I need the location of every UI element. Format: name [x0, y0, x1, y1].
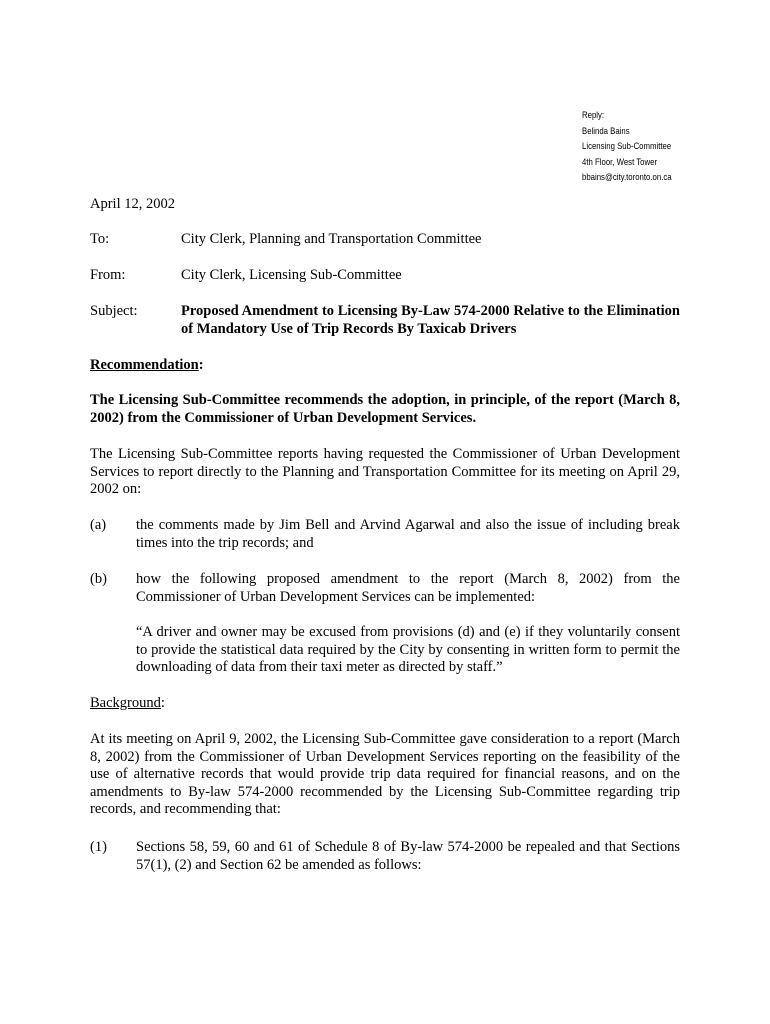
- recommendation-text: The Licensing Sub-Committee recommends the adoption, in principle, of the report (March 8, 2002) from the Commissioner of Urban Development Services.: [90, 392, 680, 426]
- subject-value: Proposed Amendment to Licensing By-Law 574-2000 Relative to the Elimination of Mandatory Use of Trip Records By Taxicab Drivers: [181, 303, 680, 337]
- reply-name: Belinda Bains: [582, 125, 630, 137]
- item-b-marker: (b): [90, 571, 107, 587]
- background-heading-text: Background: [90, 695, 161, 711]
- item-1-text: Sections 58, 59, 60 and 61 of Schedule 8 of By-law 574-2000 be repealed and that Sections 57(1), (2) and Section 62 be amended as follows:: [136, 839, 680, 873]
- document-date: April 12, 2002: [90, 196, 175, 212]
- subject-label: Subject:: [90, 303, 138, 319]
- item-a-text: the comments made by Jim Bell and Arvind Agarwal and also the issue of including break times into the trip records; and: [136, 517, 680, 551]
- from-label: From:: [90, 267, 126, 283]
- item-a-marker: (a): [90, 517, 107, 533]
- to-value: City Clerk, Planning and Transportation Committee: [181, 231, 482, 247]
- recommendation-heading: [90, 357, 204, 375]
- item-1-marker: (1): [90, 839, 107, 855]
- reply-block: [582, 108, 672, 186]
- recommendation-heading-colon: :: [198, 357, 204, 373]
- item-b-text: how the following proposed amendment to the report (March 8, 2002) from the Commissioner of Urban Development Services can be implemented:: [136, 571, 680, 605]
- body-paragraph: The Licensing Sub-Committee reports having requested the Commissioner of Urban Development Services to report directly to the Planning and Transportation Committee for its meeting on April 29, 2002 on:: [90, 446, 680, 497]
- reply-heading: Reply:: [582, 110, 605, 121]
- reply-committee: Licensing Sub-Committee: [582, 141, 672, 152]
- background-text: At its meeting on April 9, 2002, the Licensing Sub-Committee gave consideration to a report (March 8, 2002) from the Commissioner of Urban Development Services reporting on the feasibility of the use of alternative records that would provide trip data required for financial reasons, and on the amendments to By-law 574-2000 recommended by the Licensing Sub-Committee regarding trip records, and recommending that:: [90, 731, 680, 817]
- to-label: To:: [90, 231, 110, 247]
- background-heading-colon: :: [160, 695, 165, 711]
- reply-email: bbains@city.toronto.on.ca: [582, 172, 672, 183]
- recommendation-heading-text: Recommendation: [90, 357, 199, 373]
- background-heading: [90, 695, 165, 713]
- quoted-amendment: “A driver and owner may be excused from provisions (d) and (e) if they voluntarily consent to provide the statistical data required by the City by consenting in written form to permit the downloading of data from their taxi meter as directed by staff.”: [136, 624, 680, 675]
- reply-location: 4th Floor, West Tower: [582, 156, 658, 168]
- from-value: City Clerk, Licensing Sub-Committee: [181, 267, 402, 283]
